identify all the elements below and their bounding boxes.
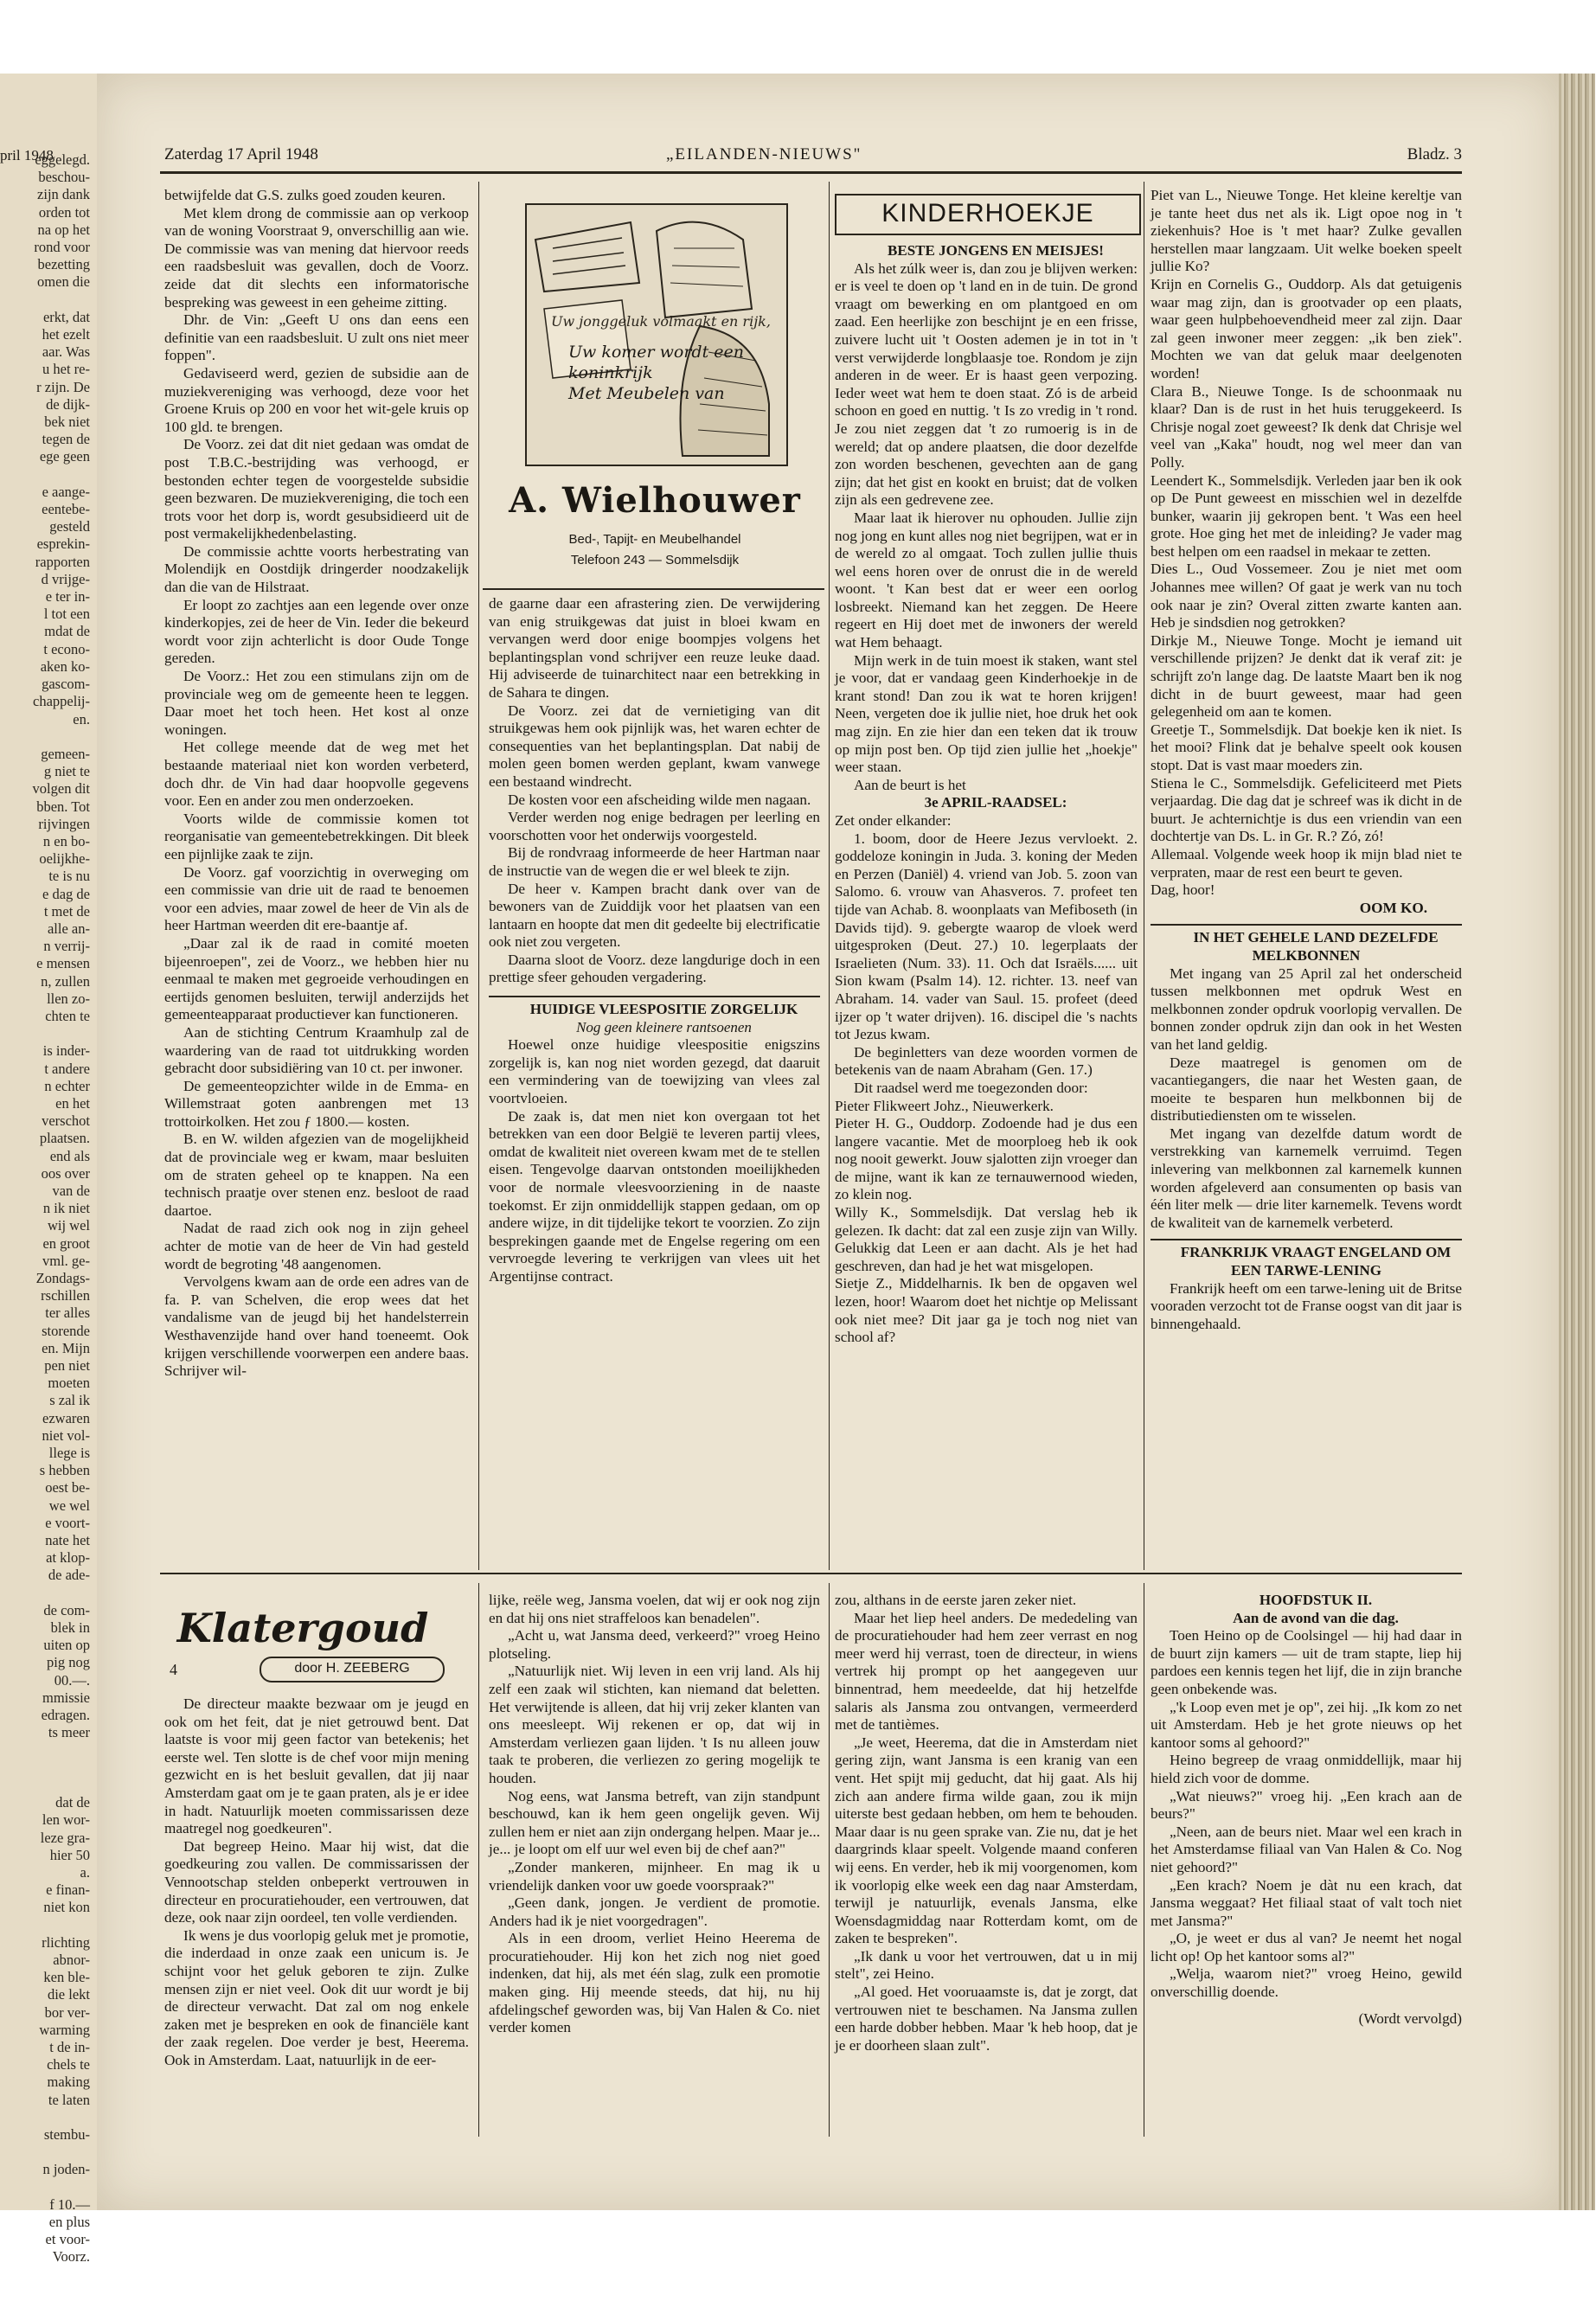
- paragraph: „Zonder mankeren, mijnheer. En mag ik u vriendelijk danken voor uw goede voorspraak?": [489, 1858, 820, 1894]
- previous-page-text: [0, 151, 90, 2266]
- serial-column-1: [164, 1695, 469, 2069]
- vlees-subheadline: Nog geen kleinere rantsoenen: [576, 1018, 752, 1035]
- text-fragment: oos over: [41, 1164, 90, 1182]
- text-fragment: llege is: [48, 1445, 90, 1462]
- paragraph: „Een krach? Noem je dàt nu een krach, dat Jansma weggaat? Het filiaal staat of valt toch niet met Jansma?": [1151, 1876, 1462, 1929]
- kinderhoekje-greeting: BESTE JONGENS EN MEISJES!: [888, 242, 1104, 259]
- text-fragment: aken ko-: [40, 657, 90, 675]
- text-fragment: ter alles: [45, 1304, 90, 1322]
- text-fragment: et voor-: [45, 2231, 90, 2248]
- paragraph: Nadat de raad zich ook nog in zijn geheel achter de motie van de heer de Vin had gesteld wordt de begroting '48 aangenomen.: [164, 1220, 469, 1272]
- ad-rule: [483, 588, 824, 590]
- kinderhoekje-signature: OOM KO.: [1359, 899, 1427, 916]
- paragraph: Nog eens, wat Jansma betreft, van zijn standpunt beschouwd, kan ik hem geen ongelijk geven. Wij zullen hem er niet aan zijn ondergang helpen. Maar je... je... je loopt om elf uur wel even bij de chef aan?": [489, 1787, 820, 1858]
- text-fragment: e mensen: [36, 955, 90, 972]
- text-fragment: t andere: [44, 1060, 90, 1077]
- letter-reply: Pieter Flikweert Johz., Nieuwerkerk.: [835, 1097, 1054, 1114]
- text-fragment: chels te: [47, 2056, 90, 2073]
- paragraph: B. en W. wilden afgezien van de mogelijkheid dat de provinciale weg er kwam, maar besluiten om de straten geheel op te knappen. Na een technisch praatje over stenen enz. besloot de raad daartoe.: [164, 1131, 469, 1219]
- serial-column-3: [835, 1592, 1138, 2054]
- letter-reply: Stiena le C., Sommelsdijk. Gefeliciteerd met Piets verjaardag. Die dag dat je schreef was ik dicht in de buurt. Je achternichtje is dus een vriendin van een dochtertje van Ds. L. in Gr. R.? Zó, zó!: [1151, 774, 1462, 845]
- text-fragment: [0, 1777, 90, 1794]
- text-fragment: de dijk-: [46, 395, 90, 413]
- paragraph: De heer v. Kampen bracht dank over van de bewoners van de Zuiddijk voor het plaatsen van een lantaarn en hoopte dat men dit gedeelte bij electrificatie ook niet zou vergeten.: [489, 880, 820, 951]
- text-fragment: en. Mijn: [42, 1339, 90, 1356]
- paragraph: lijke, reële weg, Jansma voelen, dat wij er ook nog zijn en dat hij ons niet straffeloos kan benadelen".: [489, 1592, 820, 1626]
- paragraph: Maar laat ik hierover nu ophouden. Jullie zijn nog jong en kunt alles nog niet begrijpen, wat er in de wereld zo al omgaat. Toch zullen jullie thuis wel eens horen over de onrust die in de wereld woont. 't Kan best dat er weer een oorlog losbreekt. Niemand kan het zeggen. De Heere regeert en Hij doet met de inwoners der wereld wat Hem behaagt.: [835, 509, 1138, 651]
- text-fragment: len wor-: [42, 1811, 90, 1829]
- text-fragment: t econo-: [43, 640, 90, 657]
- paragraph: de gaarne daar een afrastering zien. De verwijdering van enig struikgewas dat juist in bloei kwam en vervangen werd door enige boompjes volgens het beplantingsplan vond schrijver een reuze leuke daad. Hij adviseerde de tuinarchitect naar een betrekking in de Sahara te dingen.: [489, 595, 820, 701]
- text-fragment: Zondags-: [35, 1270, 90, 1286]
- text-fragment: ken ble-: [43, 1969, 90, 1986]
- paragraph: Dat begreep Heino. Maar hij wist, dat die goedkeuring zou vallen. De commissarissen der Vennootschap stelden onbeperkt vertrouwen in directeur en procuratiehouder, een vertrouwen, dat deze, ook naar zijn oordeel, ten volle verdienden.: [164, 1837, 469, 1926]
- text-fragment: e aange-: [42, 483, 90, 500]
- text-fragment: 00.—.: [54, 1671, 90, 1689]
- text-fragment: dat de: [55, 1794, 90, 1811]
- paragraph: Met ingang van dezelfde datum wordt de verstrekking van karnemelk verruimd. Tegen inlevering van melkbonnen zal karnemelk kunnen worden afgeleverd aan consumenten op basis van één liter melk — drie liter karnemelk. Tevens wordt de kwaliteit van de karnemelk verbeterd.: [1151, 1125, 1462, 1231]
- text-fragment: zijn dank: [37, 186, 90, 203]
- paragraph: „Al goed. Het vooruaamste is, dat je zorgt, dat vertrouwen niet te beschamen. Na Jansma zullen een harde dobber hebben. Maar 'k heb hoop, dat je je er doorheen slaan zult".: [835, 1984, 1138, 2054]
- text-fragment: en het: [55, 1094, 90, 1112]
- paragraph: Frankrijk heeft om een tarwe-lening uit de Britse vooraden verzocht tot de Franse oogst van dit jaar is binnengehaald.: [1151, 1279, 1462, 1332]
- column-rule: [478, 182, 479, 1570]
- text-fragment: gesteld: [49, 518, 90, 535]
- riddle-body: 1. boom, door de Heere Jezus vervloekt. 2. goddeloze koningin in Juda. 3. koning der Meden en Perzen (Daniël) 4. vriend van Job. 5. zoon van Salomo. 6. vrouw van Ahasveros. 7. profeet ten tijde van Achab. 8. woonplaats van Mefiboseth (in Davids tijd). 9. gebergte waarop de vloek werd uitgesproken (Deut. 27.) 10. legerplaats der Israelieten (Num. 33). 11. Och dat Israëls...... uit Sion kwam (Psalm 14). 12. richter. 13. neef van Abraham. 14. vader van Saul. 15. profeet (deed ijzer op 't water drijven). 16. discipel die 's nachts tot Jezus kwam.: [835, 830, 1138, 1043]
- text-fragment: e dag de: [42, 885, 90, 902]
- article-raad-column-2: [489, 595, 820, 1286]
- text-fragment: te laten: [48, 2091, 90, 2108]
- paragraph: Bij de rondvraag informeerde de heer Hartman naar de instructie van de wegen die er wel bleek te zijn.: [489, 844, 820, 879]
- text-fragment: verschot: [42, 1112, 90, 1130]
- melkbonnen-headline: IN HET GEHELE LAND DEZELFDE MELKBONNEN: [1193, 929, 1439, 964]
- text-fragment: s zal ik: [49, 1392, 90, 1409]
- letter-reply: Leendert K., Sommelsdijk. Verleden jaar ben ik ook op De Punt geweest en misschien wel in dezelfde bunker, waarin jij gekropen bent. 't Was een heel grote. Hoe ging het met de inleiding? Je vader mag best helpen om een raadsel in mekaar te zetten.: [1151, 471, 1462, 560]
- text-fragment: oelijkhe-: [39, 850, 90, 868]
- column-rule: [478, 1583, 479, 2137]
- article-divider: [489, 996, 820, 997]
- text-fragment: en groot: [42, 1234, 90, 1252]
- text-fragment: niet kon: [43, 1899, 90, 1916]
- text-fragment: we wel: [48, 1497, 90, 1514]
- text-fragment: te is nu: [48, 868, 90, 885]
- paragraph: Verder werden nog enige bedragen per leerling en voorschotten voor het onderwijs voorgesteld.: [489, 809, 820, 843]
- text-fragment: eggelegd.: [35, 151, 90, 168]
- text-fragment: [0, 292, 90, 309]
- text-fragment: making: [47, 2073, 90, 2091]
- text-fragment: tegen de: [42, 431, 90, 448]
- paragraph: Gedaviseerd werd, gezien de subsidie aan de muziekvereniging was verhoogd, deze voor het Groene Kruis op 200 en voor het wit-gele kruis op 100 gld. te brengen.: [164, 364, 469, 435]
- text-fragment: n en bo-: [42, 832, 90, 849]
- header-title: „EILANDEN-NIEUWS": [666, 145, 862, 163]
- paragraph: De Voorz. zei dat de vernietiging van dit struikgewas hem ook pijnlijk was, het waren echter de consequenties van het beplantingsplan. Dat nabij de molen geen bomen werden geplant, kwam vanwege een bestaand windrecht.: [489, 702, 820, 790]
- previous-page-date: pril 1948: [0, 147, 54, 163]
- furniture-sketch-icon: [525, 203, 788, 466]
- paragraph: Ik wens je dus voorlopig geluk met je promotie, die inderdaad in onze zaak een unicum is. Je schijnt voor het geluk geboren te zijn. Zulke mensen zijn er niet veel. Ook dit uur wordt je bij de directeur verwacht. Dat zal om nog enkele zaken met je bespreken en ook de financiële kant der zaak regelen. Doe verder je best, Heerema. Ook in Amsterdam. Laat, natuurlijk in de eer-: [164, 1926, 469, 2068]
- paragraph: De Voorz. gaf voorzichtig in overweging om een commissie van drie uit de raad te benoemen voor een advies, maar zowel de heer de Vin als de heer Hartman weerden dit ere-baantje af.: [164, 863, 469, 934]
- text-fragment: nate het: [45, 1532, 90, 1549]
- text-fragment: e finan-: [46, 1881, 90, 1899]
- text-fragment: erkt, dat: [42, 308, 90, 325]
- letter-reply: Greetje T., Sommelsdijk. Dat boekje ken ik niet. Is het mooi? Flink dat je behalve speelt ook kousen stopt. Dat is vast maar moeders zin.: [1151, 721, 1462, 773]
- paragraph: Als het zúlk weer is, dan zou je blijven werken: er is veel te doen op 't land en in de tuin. De grond vraagt om bewerking en om plantgoed en om zaad. Een heerlijke zon beschijnt je en een frisse, zuivere lucht uit 't Oosten ademen je in tot in 't verst verwijderde longblaasje toe. Rondom je zijn anderen in de weer. Er is haast geen verpozing. Ieder weet wat hem te doen staat. Zó is de arbeid schoon en goed en nuttig. 't Is zo vredig in 't rond. Je zou niet zeggen dat 't zo rumoerig is in de wereld; dat op andere plaatsen, die door dezelfde zon worden beschenen, gevechten aan de gang zijn; dat het gist en kookt en bruist; dat de volken zijn als een gedrevene zee.: [835, 260, 1138, 509]
- text-fragment: bben. Tot: [36, 798, 90, 815]
- text-fragment: [0, 1759, 90, 1777]
- text-fragment: [0, 2179, 90, 2196]
- text-fragment: u het re-: [42, 361, 90, 378]
- text-fragment: llen zo-: [47, 990, 90, 1007]
- frankrijk-headline: FRANKRIJK VRAAGT ENGELAND OM EEN TARWE-LENING: [1180, 1244, 1452, 1279]
- paragraph: De commissie achtte voorts herbestrating van Molendijk en Oostdijk dringerder noodzakelijk dan die van de Hilstraat.: [164, 542, 469, 596]
- text-fragment: is inder-: [42, 1042, 90, 1060]
- letter-reply: Clara B., Nieuwe Tonge. Is de schoonmaak nu klaar? Dan is de rust in het huis teruggekeerd. Is Chrisje nogal zoet geweest? Ik denk dat Chrisje wel veel van „Kaka" houdt, nog wel meer dan van Polly.: [1151, 382, 1462, 471]
- text-fragment: blek in: [50, 1619, 90, 1637]
- letter-reply: Dirkje M., Nieuwe Tonge. Mocht je iemand uit verschillende prijzen? Je denkt dat ik veraf zit: je schrijft zo'n lange dag. De laatste Maart ben ik nog dicht in de buurt geweest, maar had geen gelegenheid om aan te komen.: [1151, 631, 1462, 721]
- paragraph: „O, je weet er dus al van? Je neemt het nogal licht op! Op het kantoor soms al?": [1151, 1930, 1462, 1965]
- text-fragment: chten te: [45, 1007, 90, 1024]
- chapter-heading: HOOFDSTUK II.: [1259, 1592, 1373, 1608]
- text-fragment: [0, 2144, 90, 2161]
- text-fragment: end als: [49, 1147, 90, 1164]
- ad-slogan-line-3: Met Meubelen van: [568, 384, 725, 403]
- ad-slogan: [568, 342, 767, 404]
- paragraph: De zaak is, dat men niet kon overgaan tot het betrekken van een door België te leveren partij vlees, omdat de kwaliteit niet overeen kwam met de te stellen eisen. Tengevolge daarvan ontstonden moeilijkheden voor de normale vleesvoorziening in de naaste toekomst. Er zijn onmiddellijk stappen gedaan, om op andere wijze, in dit tijdelijke tekort te voorzien. Zo zijn besprekingen gaande met de Engelse regering om een vervroegde levering te verkrijgen van vlees uit het Argentijnse contract.: [489, 1107, 820, 1285]
- paragraph: De Voorz.: Het zou een stimulans zijn om de provinciale weg om de gemeente heen te leggen. Daar moet het toch heen. Het kost al onze woningen.: [164, 668, 469, 738]
- paragraph: „Natuurlijk niet. Wij leven in een vrij land. Als hij zelf een zaak wil stichten, kan niemand dat beletten. Het verwijtende is alleen, dat hij vrij zeker klanten van ons meesleept. Wij rekenen er op, dat wij in Amsterdam verliezen gaan lijden. 't Is nu alleen jouw taak te proberen, die verliezen zo gering mogelijk te houden.: [489, 1663, 820, 1786]
- advertisement-wielhouwer: [486, 195, 824, 567]
- page-stack-edge: [1559, 74, 1595, 2210]
- text-fragment: [0, 1025, 90, 1042]
- text-fragment: warming: [39, 2021, 90, 2038]
- text-fragment: rijvingen: [38, 815, 90, 832]
- chapter-subheading: Aan de avond van die dag.: [1233, 1609, 1399, 1626]
- text-fragment: die lekt: [47, 1986, 90, 2003]
- paragraph: zou, althans in de eerste jaren zeker niet.: [835, 1592, 1077, 1608]
- serial-column-2: [489, 1592, 820, 2037]
- paragraph: Deze maatregel is genomen om de vacantiegangers, die naar het Westen gaan, de moeite te besparen hun melkbonnen bij de distributiediensten om te wisselen.: [1151, 1054, 1462, 1125]
- ad-telephone: Telefoon 243 — Sommelsdijk: [570, 553, 740, 567]
- text-fragment: rond voor: [34, 239, 90, 256]
- text-fragment: vml. ge-: [42, 1252, 90, 1269]
- text-fragment: de com-: [43, 1601, 90, 1618]
- paragraph: Maar het liep heel anders. De mededeling van de procuratiehouder had hem zeer verrast en nog meer werd hij verrast, toen de directeur, in wiens vertrek hij prompt op het aangegeven uur binnentrad, hem meedeelde, dat hij hetzelfde salaris als Jansma zou ontvangen, vermeerderd met de tantièmes.: [835, 1609, 1138, 1734]
- text-fragment: orden tot: [38, 203, 90, 221]
- paragraph: Vervolgens kwam aan de orde een adres van de fa. P. van Schelven, die erop wees dat het vandalisme van de jeugd bij het handelsterrein Westhavenzijde hand over hand toeneemt. Ook krijgen verschillende voorwerpen een andere baas. Schrijver wil-: [164, 1273, 469, 1380]
- text-fragment: l tot een: [43, 606, 90, 623]
- text-fragment: aar. Was: [42, 343, 90, 361]
- paragraph: „Daar zal ik de raad in comité moeten bijeenroepen", zei de Voorz., we hebben hier nu eenmaal te maken met gegroeide verhoudingen en eertijds genomen besluiten, terwijl anderzijds het gemeenteapparaat productiever kan functioneren.: [164, 934, 469, 1023]
- text-fragment: hier 50: [49, 1846, 90, 1863]
- text-fragment: at klop-: [46, 1549, 90, 1567]
- text-fragment: volgen dit: [32, 780, 90, 798]
- text-fragment: gemeen-: [41, 745, 90, 762]
- text-fragment: bor ver-: [44, 2003, 90, 2021]
- previous-page-edge: [0, 74, 104, 2266]
- paragraph: „Acht u, wat Jansma deed, verkeerd?" vroeg Heino plotseling.: [489, 1627, 820, 1662]
- text-fragment: rapporten: [35, 553, 90, 570]
- kinderhoekje-column: [835, 242, 1138, 1347]
- text-fragment: [0, 1585, 90, 1602]
- ad-company-name: A. Wielhouwer: [509, 480, 801, 521]
- paragraph: betwijfelde dat G.S. zulks goed zouden keuren.: [164, 187, 446, 203]
- header-rule: [160, 171, 1462, 174]
- text-fragment: alle an-: [47, 920, 90, 937]
- column-rule: [829, 182, 830, 1570]
- paragraph: De directeur maakte bezwaar om je jeugd en ook om het feit, dat je niet getrouwd bent. Dat laatste is voor mij geen factor van betekenis; het eerste wel. Ten slotte is de chef voor mijn mening gezwicht en is het besluit gevallen, dat jij naar Amsterdam gaat om je te gaan praten, als je er idee in hadt. Natuurlijk moeten commissarissen deze maatregel nog goedkeuren".: [164, 1695, 469, 1837]
- text-fragment: oest be-: [45, 1479, 90, 1497]
- paragraph: Aan de beurt is het: [854, 776, 966, 793]
- vlees-headline: HUIDIGE VLEESPOSITIE ZORGELIJK: [529, 1001, 798, 1018]
- text-fragment: ts meer: [48, 1724, 90, 1741]
- serial-column-4: [1151, 1592, 1462, 2028]
- text-fragment: e ter in-: [45, 588, 90, 606]
- text-fragment: rschillen: [41, 1287, 90, 1304]
- article-divider: [1151, 1239, 1462, 1240]
- text-fragment: na op het: [37, 221, 90, 238]
- paragraph: Voorts wilde de commissie komen tot reorganisatie van gemeentebetrekkingen. Dit bleek een pijnlijke zaak te zijn.: [164, 810, 469, 862]
- letter-reply: Allemaal. Volgende week hoop ik mijn blad niet te verpraten, maar de rest een beurt te geven.: [1151, 845, 1462, 881]
- paragraph: „Neen, aan de beurs niet. Maar wel een krach in het Amsterdamse filiaal van Van Halen & Co. Nog niet gehoord?": [1151, 1823, 1462, 1875]
- letter-reply: Pieter H. G., Ouddorp. Zodoende had je dus een langere vacantie. Met de moorploeg heb ik ook nog nooit gewerkt. Jouw sjalotten zijn vroeger dan de mijne, want ik kan ze ternauwernood wieden, zo klein nog.: [835, 1115, 1138, 1203]
- riddle-title: 3e APRIL-RAADSEL:: [924, 794, 1067, 811]
- text-fragment: leze gra-: [40, 1829, 90, 1846]
- text-fragment: en plus: [48, 2213, 90, 2230]
- letter-reply: Krijn en Cornelis G., Ouddorp. Als dat getuigenis waar mag zijn, dan is grootvader op een plaats, waar geen hulpbehoevendheid meer zal zijn. Daar zal geen inwoner meer zeggen: „ik ben ziek". Mochten we van dat geluk maar deelgenoten worden!: [1151, 275, 1462, 381]
- text-fragment: beschou-: [38, 169, 90, 186]
- paragraph: Het college meende dat de weg met het bestaande materiaal niet kon worden verbeterd, doch dhr. de Vin had daar hoopvolle gegevens voor. Een en ander zou men onderzoeken.: [164, 739, 469, 810]
- article-raad-column-1: [164, 187, 469, 1381]
- text-fragment: edragen.: [41, 1707, 90, 1724]
- paragraph: De gemeenteopzichter wilde in de Emma- en Willemstraat goten aanbrengen met 13 trottoirkolken. Het zou ƒ 1800.— kosten.: [164, 1077, 469, 1130]
- text-fragment: [0, 1741, 90, 1759]
- text-fragment: omen die: [37, 273, 90, 291]
- text-fragment: Voorz.: [52, 2248, 90, 2266]
- paragraph: Heino begreep de vraag onmiddellijk, maar hij hield zich voor de domme.: [1151, 1752, 1462, 1786]
- text-fragment: van de: [52, 1182, 90, 1199]
- paragraph: Mijn werk in de tuin moest ik staken, want stel je voor, dat er vandaag geen Kinderhoekje in de krant stond! Dan zou ik wat te horen krijgen! Neen, vergeten doe ik jullie niet, hoe druk het ook mag zijn. En zie hier dan een teken dat ik trouw op mijn post ben. Op tijd zien jullie het „hoekje" weer staan.: [835, 651, 1138, 776]
- kinderhoekje-title: KINDERHOEKJE: [835, 194, 1141, 235]
- page-header: [164, 145, 1462, 170]
- paragraph: Er loopt zo zachtjes aan een legende over onze kinderkopjes, zei de heer de Vin. Ieder die bekeurd wordt voor zijn achterlicht is door Oude Tonge gereden.: [164, 596, 469, 667]
- paragraph: „Welja, waarom niet?" vroeg Heino, gewild onverschillig doende.: [1151, 1965, 1462, 2001]
- text-fragment: gascom-: [42, 676, 90, 693]
- header-date: Zaterdag 17 April 1948: [164, 145, 318, 163]
- text-fragment: en.: [73, 710, 90, 727]
- letter-reply: Willy K., Sommelsdijk. Dat verslag heb ik gelezen. Ik dacht: dat zal een zusje zijn van Willy. Gelukkig dat Leen er aan dacht. Als je het had geschreven, dan had je het wat misgelopen.: [835, 1204, 1138, 1274]
- paragraph: Als in een droom, verliet Heino Heerema de procuratiehouder. Hij kon het zich nog niet goed indenken, dat hij, als met één slag, zulk een promotie maken ging. Hij meende steeds, dat hij, nu hij afdelingschef geworden was, bij Van Halen & Co. niet verder komen: [489, 1930, 820, 2036]
- sketch-caption-1: Uw jonggeluk volmaakt en rijk,: [551, 313, 771, 330]
- paragraph: „Ik dank u voor het vertrouwen, dat u in mij stelt", zei Heino.: [835, 1947, 1138, 1983]
- text-fragment: n ik niet: [42, 1200, 90, 1217]
- letter-reply: Sietje Z., Middelharnis. Ik ben de opgaven wel lezen, hoor! Waarom doet het nichtje op Melissant ook niet mee? Dit jaar ga je toch nog niet van school af?: [835, 1275, 1138, 1346]
- paragraph: Toen Heino op de Coolsingel — hij had daar in de buurt zijn kamers — uit de tram stapte, liep hij pardoes een kennis tegen het lijf, die in zijn branche geen onbekende was.: [1151, 1627, 1462, 1697]
- text-fragment: chappelij-: [33, 693, 90, 710]
- paragraph: Met ingang van 25 April zal het onderscheid tussen melkbonnen met opdruk West en melkbonnen zonder opdruk voorlopig vervallen. De bonnen zonder opdruk zijn dan ook in het Westen van het land geldig.: [1151, 965, 1462, 1053]
- kinderhoekje-letters-column: [1151, 187, 1462, 1333]
- text-fragment: bek niet: [44, 413, 90, 431]
- text-fragment: a.: [80, 1863, 90, 1881]
- text-fragment: mdat de: [44, 623, 90, 640]
- text-fragment: pig nog: [47, 1654, 90, 1671]
- letter-reply: Piet van L., Nieuwe Tonge. Het kleine kereltje van je tante heet dus net als ik. Ligt opoe nog in 't ziekenhuis? Hoe is 't met haar? Zulke gevallen herstellen maar langzaam. Uit welke boeken speelt jullie Ko?: [1151, 187, 1462, 275]
- text-fragment: rlichting: [42, 1933, 90, 1951]
- text-fragment: e voort-: [45, 1514, 90, 1531]
- text-fragment: ege geen: [39, 448, 90, 465]
- text-fragment: s hebben: [39, 1462, 90, 1479]
- paragraph: De Voorz. zei dat dit niet gedaan was omdat de post T.B.C.-bestrijding was verhoogd, er bestonden echter tegen de voorgestelde subsidie geen bezwaren. De muziekvereniging, die toch een trots voor het dorp is, wordt gesubsidieerd uit de post vermakelijkhedenbelasting.: [164, 436, 469, 542]
- letter-reply: Dag, hoor!: [1151, 881, 1215, 899]
- paragraph: „'k Loop even met je op", zei hij. „Ik kom zo net uit Amsterdam. Heb je het grote nieuws op het kantoor soms al gehoord?": [1151, 1698, 1462, 1751]
- text-fragment: bezetting: [37, 256, 90, 273]
- text-fragment: t met de: [43, 902, 90, 920]
- text-fragment: storende: [42, 1322, 90, 1339]
- text-fragment: n, zullen: [41, 972, 90, 990]
- text-fragment: niet vol-: [42, 1426, 90, 1444]
- text-fragment: n verrij-: [43, 938, 90, 955]
- paragraph: Hoewel onze huidige vleespositie enigszins zorgelijk is, kan nog niet worden gezegd, dat daaruit een vermindering van de toewijzing van vlees zal voortvloeien.: [489, 1036, 820, 1107]
- text-fragment: plaatsen.: [39, 1130, 90, 1147]
- klatergoud-author: door H. ZEEBERG: [260, 1657, 445, 1682]
- text-fragment: [0, 2109, 90, 2126]
- text-fragment: pen niet: [44, 1357, 90, 1375]
- paragraph: „Je weet, Heerema, dat die in Amsterdam niet gering zijn, want Jansma is een kranig van een vent. Het spijt mij geducht, dat hij gaat. Als hij zich aan andere firma wilde gaan, zou ik mijn uiterste best gedaan hebben, om hem te behouden. Maar daar is nu geen sprake van. Zie nu, dat je het daargrinds klaar speelt. Volgende maand conferen wij eens. En verder, heb ik mij voorgenomen, kom ik voorlopig elke week een dag naar Amsterdam, terwijl je natuurlijk, evenals Jansma, elke Woensdagmiddag naar Rotterdam komt, om de zaken te bespreken".: [835, 1734, 1138, 1947]
- paragraph: De kosten voor een afscheiding wilde men nagaan.: [508, 791, 811, 808]
- text-fragment: wij wel: [47, 1217, 90, 1234]
- text-fragment: het ezelt: [42, 326, 90, 343]
- text-fragment: abnor-: [53, 1951, 90, 1968]
- text-fragment: g niet te: [43, 763, 90, 780]
- text-fragment: moeten: [48, 1375, 90, 1392]
- ad-slogan-line-2: Uw komer wordt een koninkrijk: [568, 343, 744, 382]
- ad-subtitle: Bed-, Tapijt- en Meubelhandel: [568, 532, 741, 547]
- article-divider: [1151, 924, 1462, 926]
- text-fragment: [0, 466, 90, 484]
- to-be-continued: (Wordt vervolgd): [1358, 2009, 1462, 2027]
- text-fragment: r zijn. De: [36, 378, 90, 395]
- text-fragment: n echter: [44, 1077, 90, 1094]
- text-fragment: [0, 1917, 90, 1934]
- section-rule: [160, 1573, 1462, 1574]
- text-fragment: esprekin-: [36, 535, 90, 553]
- serial-number: 4: [170, 1661, 177, 1678]
- header-page-number: Bladz. 3: [1407, 145, 1462, 163]
- letter-reply: Dies L., Oud Vossemeer. Zou je niet met oom Johannes mee willen? Of gaat je werk van nu toch ook naar je zin? Overal zitten zwarte kanten aan. Heb je sindsdien nog getrokken?: [1151, 561, 1462, 631]
- paragraph: Daarna sloot de Voorz. deze langdurige doch in een prettige sfeer gehouden vergadering.: [489, 951, 820, 986]
- solution-line: Dit raadsel werd me toegezonden door:: [854, 1079, 1088, 1096]
- text-fragment: [0, 728, 90, 746]
- text-fragment: t de in-: [49, 2038, 90, 2055]
- text-fragment: n joden-: [42, 2161, 90, 2178]
- column-rule: [829, 1583, 830, 2137]
- paragraph: Dhr. de Vin: „Geeft U ons dan eens een definitie van een raadsbesluit. U zult ons niet meer foppen".: [164, 311, 469, 364]
- text-fragment: de ade-: [48, 1567, 90, 1584]
- klatergoud-title: Klatergoud: [176, 1605, 429, 1651]
- text-fragment: mmissie: [42, 1689, 90, 1706]
- riddle-end: De beginletters van deze woorden vormen de betekenis van de naam Abraham (Gen. 17.): [835, 1043, 1138, 1079]
- text-fragment: f 10.—: [49, 2195, 90, 2213]
- text-fragment: ezwaren: [42, 1409, 90, 1426]
- paragraph: Aan de stichting Centrum Kraamhulp zal de waardering van de raad tot uitdrukking worden gebracht door subsidiëring van 10 ct. per inwoner.: [164, 1023, 469, 1077]
- text-fragment: stembu-: [43, 2125, 90, 2143]
- paragraph: „Wat nieuws?" vroeg hij. „Een krach aan de beurs?": [1151, 1787, 1462, 1823]
- paragraph: Met klem drong de commissie aan op verkoop van de woning Voorstraat 9, onverschillig aan wie. De commissie was van mening dat hiervoor reeds een raadsbesluit was gevallen, doch de Voorz. zeide dat dit slechts een informatorische bespreking was geweest in een geheime zitting.: [164, 204, 469, 311]
- text-fragment: uiten op: [43, 1637, 90, 1654]
- text-fragment: d vrijge-: [41, 570, 90, 587]
- text-fragment: eentebe-: [42, 501, 90, 518]
- riddle-intro: Zet onder elkander:: [835, 812, 952, 829]
- paragraph: „Geen dank, jongen. Je verdient de promotie. Anders had ik je niet voorgedragen".: [489, 1894, 820, 1929]
